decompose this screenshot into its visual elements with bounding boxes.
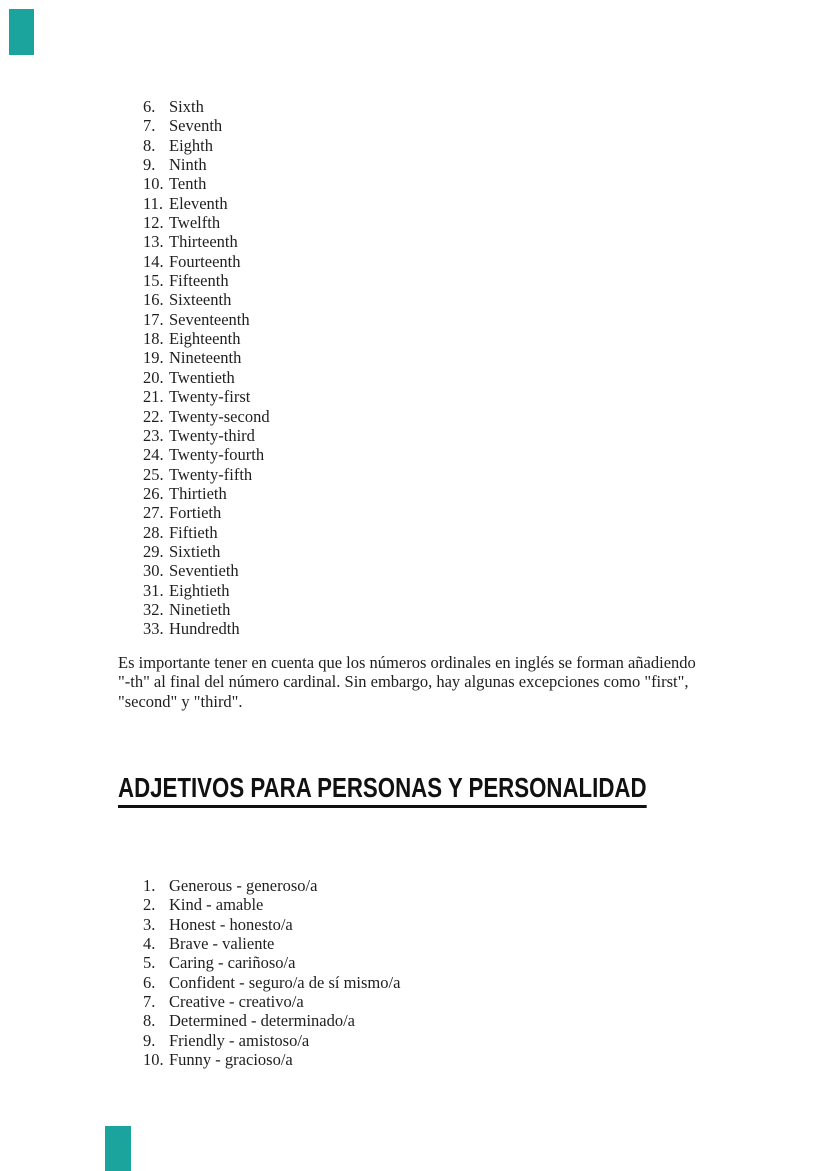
list-item-label: Twenty-fifth [169,464,253,484]
list-item-label: Thirtieth [169,483,227,503]
list-item-label: Brave - valiente [169,934,275,954]
list-item-number: 29. [143,541,164,561]
list-item [143,445,270,464]
list-item-number: 6. [143,97,156,116]
list-item-number: 23. [143,425,164,445]
list-item-label: Twentieth [169,367,235,387]
list-item-label: Eleventh [169,193,228,213]
list-item-number: 15. [143,271,164,291]
list-item-number: 8. [143,1011,156,1031]
list-item [143,387,270,406]
list-item-number: 8. [143,135,156,155]
list-item-label: Twenty-third [169,425,255,445]
list-item-number: 31. [143,580,164,600]
list-item-number: 25. [143,464,164,484]
ordinal-numbers-list [143,97,270,639]
list-item [143,542,270,561]
list-item-label: Tenth [169,174,207,194]
list-item-number: 10. [143,174,164,194]
list-item [143,973,400,992]
list-item [143,252,270,271]
list-item [143,895,400,914]
list-item-number: 20. [143,367,164,387]
list-item-number: 9. [143,1030,156,1050]
list-item [143,484,270,503]
list-item [143,581,270,600]
list-item-number: 7. [143,116,156,136]
list-item-number: 4. [143,934,156,954]
list-item-label: Ninth [169,155,207,175]
list-item-label: Twenty-fourth [169,445,265,465]
list-item [143,876,400,895]
list-item-label: Fifteenth [169,271,229,291]
list-item-number: 1. [143,876,156,895]
list-item [143,619,270,638]
list-item [143,310,270,329]
list-item [143,915,400,934]
list-item-label: Twenty-second [169,406,270,426]
section-heading-text: ADJETIVOS PARA PERSONAS Y PERSONALIDAD [118,771,647,808]
list-item-label: Seventh [169,116,223,136]
list-item-label: Generous - generoso/a [169,876,318,895]
section-heading [118,771,783,808]
list-item-number: 27. [143,503,164,523]
list-item-label: Sixtieth [169,541,221,561]
list-item-number: 7. [143,992,156,1012]
list-item-number: 13. [143,232,164,252]
list-item [143,348,270,367]
list-item [143,232,270,251]
list-item [143,136,270,155]
list-item [143,465,270,484]
teal-marker-top [9,9,34,55]
list-item [143,600,270,619]
list-item-label: Twelfth [169,213,221,233]
list-item-label: Seventeenth [169,309,250,329]
list-item-number: 16. [143,290,164,310]
list-item-label: Ninetieth [169,599,231,619]
list-item-label: Thirteenth [169,232,238,252]
list-item [143,155,270,174]
paragraph-line: Es importante tener en cuenta que los números ordinales en inglés se forman añadiendo [118,653,696,672]
list-item [143,934,400,953]
adjectives-list [143,876,400,1069]
list-item-label: Seventieth [169,561,239,581]
list-item-label: Funny - gracioso/a [169,1050,293,1070]
list-item-label: Sixth [169,97,204,116]
list-item-label: Friendly - amistoso/a [169,1030,310,1050]
list-item [143,194,270,213]
paragraph-line: "second" y "third". [118,691,243,711]
list-item [143,407,270,426]
list-item [143,290,270,309]
list-item-number: 11. [143,193,164,213]
list-item [143,368,270,387]
list-item-label: Twenty-first [169,387,251,407]
list-item-number: 6. [143,972,156,992]
list-item-number: 30. [143,561,164,581]
list-item-label: Hundredth [169,619,240,639]
list-item-label: Sixteenth [169,290,232,310]
list-item-label: Determined - determinado/a [169,1011,356,1031]
list-item [143,953,400,972]
list-item-label: Fiftieth [169,522,218,542]
list-item-label: Creative - creativo/a [169,992,304,1012]
list-item-label: Fourteenth [169,251,241,271]
list-item [143,1050,400,1069]
list-item [143,523,270,542]
list-item-number: 10. [143,1050,164,1070]
list-item-label: Fortieth [169,503,222,523]
list-item-label: Eighth [169,135,213,155]
list-item [143,271,270,290]
list-item-number: 17. [143,309,164,329]
list-item-label: Honest - honesto/a [169,914,293,934]
note-paragraph [118,653,696,711]
list-item [143,329,270,348]
list-item-number: 28. [143,522,164,542]
list-item [143,116,270,135]
list-item-label: Nineteenth [169,348,242,368]
list-item [143,174,270,193]
list-item [143,992,400,1011]
paragraph-line: "-th" al final del número cardinal. Sin embargo, hay algunas excepciones como "first", [118,672,689,692]
list-item-number: 24. [143,445,164,465]
list-item-number: 9. [143,155,156,175]
list-item-label: Kind - amable [169,895,264,915]
list-item-number: 19. [143,348,164,368]
list-item [143,1031,400,1050]
list-item-number: 2. [143,895,156,915]
list-item-label: Eighteenth [169,329,241,349]
list-item [143,1011,400,1030]
list-item-label: Confident - seguro/a de sí mismo/a [169,972,401,992]
list-item-number: 33. [143,619,164,639]
list-item-number: 18. [143,329,164,349]
list-item-number: 32. [143,599,164,619]
list-item [143,503,270,522]
list-item-number: 14. [143,251,164,271]
list-item-label: Eightieth [169,580,230,600]
list-item-number: 21. [143,387,164,407]
list-item [143,213,270,232]
list-item-label: Caring - cariñoso/a [169,953,296,973]
teal-marker-bottom [105,1126,131,1171]
list-item [143,97,270,116]
list-item-number: 12. [143,213,164,233]
list-item-number: 5. [143,953,156,973]
list-item-number: 26. [143,483,164,503]
list-item-number: 22. [143,406,164,426]
list-item-number: 3. [143,914,156,934]
list-item [143,426,270,445]
list-item [143,561,270,580]
